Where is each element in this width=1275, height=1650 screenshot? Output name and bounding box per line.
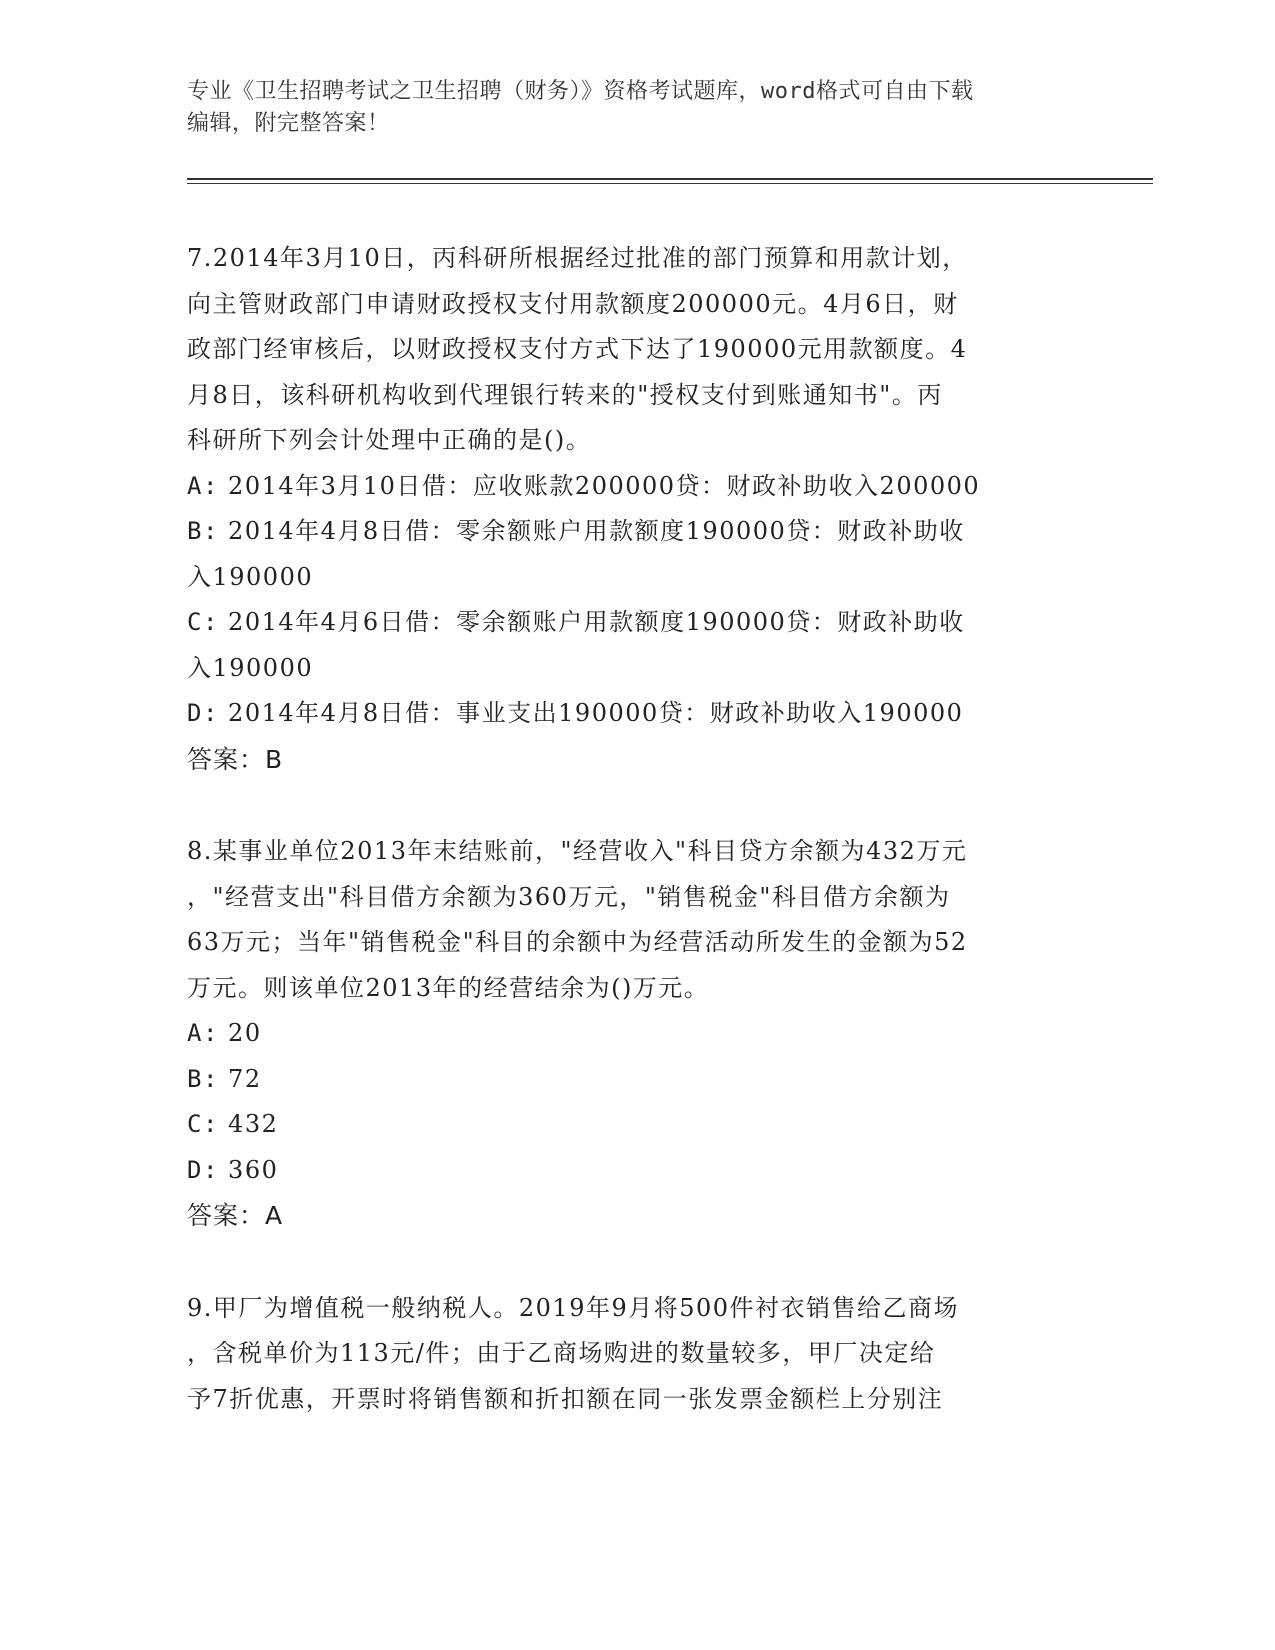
option-d — [187, 691, 1087, 737]
option-text: 2014年3月10日借：应收账款200000贷：财政补助收入200000 — [228, 471, 981, 500]
answer-label: 答案：A — [187, 1201, 284, 1230]
question-stem-line: ，"经营支出"科目借方余额为360万元，"销售税金"科目借方余额为 — [187, 882, 951, 911]
question-stem-line: 政部门经审核后，以财政授权支付方式下达了190000元用款额度。4 — [187, 335, 968, 363]
header-line-2: 编辑，附完整答案！ — [187, 111, 390, 136]
option-letter: A: — [187, 471, 219, 500]
answer-label: 答案：B — [187, 744, 284, 774]
question-stem-line: 63万元；当年"销售税金"科目的余额中为经营活动所发生的金额为52 — [187, 928, 968, 956]
option-text: 360 — [228, 1155, 279, 1184]
question-stem-line: ，含税单价为113元/件；由于乙商场购进的数量较多，甲厂决定给 — [187, 1339, 936, 1367]
header-line-1: 专业《卫生招聘考试之卫生招聘（财务）》资格考试题库，word格式可自由下载 — [187, 79, 974, 104]
question-stem-line: 予7折优惠，开票时将销售额和折扣额在同一张发票金额栏上分别注 — [187, 1384, 944, 1413]
question-stem-line: 9.甲厂为增值税一般纳税人。2019年9月将500件衬衣销售给乙商场 — [187, 1293, 960, 1322]
question-stem-line: 8.某事业单位2013年末结账前，"经营收入"科目贷方余额为432万元 — [187, 837, 968, 865]
option-text: 入190000 — [187, 562, 314, 591]
question-stem-line: 万元。则该单位2013年的经营结余为()万元。 — [187, 973, 710, 1002]
option-text: 2014年4月6日借：零余额账户用款额度190000贷：财政补助收 — [228, 608, 965, 636]
question-9 — [187, 1286, 1087, 1423]
option-letter: C: — [187, 608, 219, 636]
option-b-continued — [187, 555, 1087, 601]
option-letter: A: — [187, 1019, 219, 1047]
question-stem-line: 7.2014年3月10日，丙科研所根据经过批准的部门预算和用款计划， — [187, 244, 968, 272]
option-letter: B: — [187, 517, 219, 545]
question-stem-line: 向主管财政部门申请财政授权支付用款额度200000元。4月6日，财 — [187, 289, 959, 318]
option-text: 432 — [228, 1110, 279, 1138]
option-a — [187, 1011, 1087, 1057]
option-b — [187, 1057, 1087, 1103]
option-letter: C: — [187, 1110, 219, 1138]
option-a — [187, 464, 1087, 510]
header-rule-thick — [187, 178, 1153, 180]
header-rule-thin — [187, 183, 1153, 184]
question-stem-line: 月8日，该科研机构收到代理银行转来的"授权支付到账通知书"。丙 — [187, 380, 943, 409]
question-8 — [187, 829, 1087, 1239]
option-letter: B: — [187, 1064, 219, 1093]
option-c-continued — [187, 646, 1087, 692]
option-letter: D: — [187, 699, 219, 727]
question-stem-line: 科研所下列会计处理中正确的是()。 — [187, 426, 592, 454]
option-text: 2014年4月8日借：事业支出190000贷：财政补助收入190000 — [228, 699, 964, 727]
option-text: 入190000 — [187, 653, 314, 682]
option-text: 2014年4月8日借：零余额账户用款额度190000贷：财政补助收 — [228, 517, 965, 545]
option-d — [187, 1148, 1087, 1194]
document-header — [187, 76, 1087, 140]
option-c — [187, 600, 1087, 646]
question-list — [187, 236, 1087, 1469]
option-b — [187, 509, 1087, 555]
option-letter: D: — [187, 1155, 219, 1184]
question-7 — [187, 236, 1087, 782]
option-text: 72 — [228, 1064, 262, 1093]
option-text: 20 — [228, 1019, 262, 1047]
option-c — [187, 1102, 1087, 1148]
